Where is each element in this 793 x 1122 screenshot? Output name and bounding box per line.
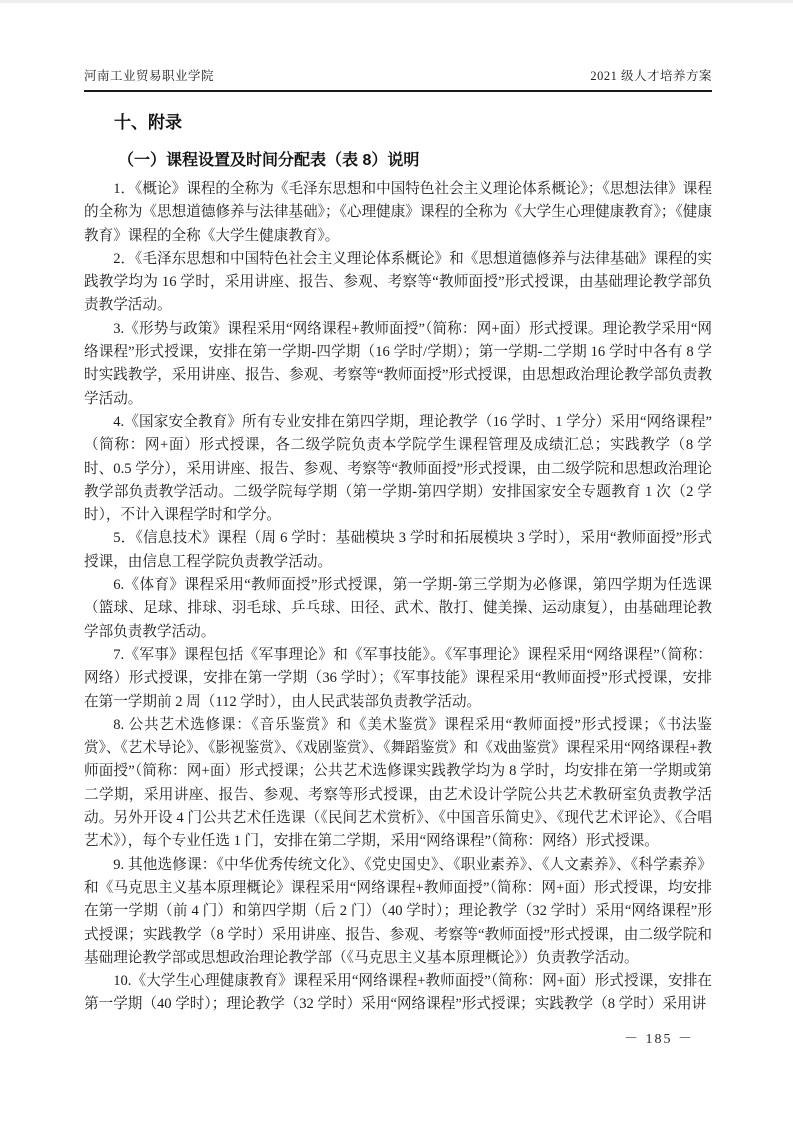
page-number: － 185 －: [624, 1032, 694, 1047]
paragraph-2: 2．《毛泽东思想和中国特色社会主义理论体系概论》和《思想道德修养与法律基础》课程的实践教学均为 16 学时，采用讲座、报告、参观、考察等“教师面授”形式授课，由基础理论教学部负责教学活动。: [84, 250, 712, 314]
paragraph-6: 6.《体育》课程采用“教师面授”形式授课，第一学期-第三学期为必修课，第四学期为任选课（篮球、足球、排球、羽毛球、乒乓球、田径、武术、散打、健美操、运动康复），由基础理论教学部负责教学活动。: [84, 577, 712, 640]
header-document-title: 2021 级人才培养方案: [590, 69, 712, 83]
page-header: [84, 66, 712, 92]
paragraph-3: 3.《形势与政策》课程采用“网络课程+教师面授”（简称：网+面）形式授课。理论教学采用“网络课程”形式授课，安排在第一学期-四学期（16 学时/学期）；第一学期-二学期 16 学时中各有 8 学时实践教学，采用讲座、报告、参观、考察等“教师面授”形式授课，由思想政治理论教学部负责教学活动。: [84, 320, 712, 407]
body-text: [84, 178, 712, 1017]
page-content: [84, 66, 712, 1017]
paragraph-8: 8. 公共艺术选修课：《音乐鉴赏》和《美术鉴赏》课程采用“教师面授”形式授课；《书法鉴赏》、《艺术导论》、《影视鉴赏》、《戏剧鉴赏》、《舞蹈鉴赏》和《戏曲鉴赏》课程采用“网络课程+教师面授”（简称：网+面）形式授课；公共艺术选修课实践教学均为 8 学时，均安排在第一学期或第二学期，采用讲座、报告、参观、考察等形式授课，由艺术设计学院公共艺术教研室负责教学活动。另外开设 4 门公共艺术任选课（《民间艺术赏析》、《中国音乐简史》、《现代艺术评论》、《合唱艺术》），每个专业任选 1 门，安排在第二学期，采用“网络课程”（简称：网络）形式授课。: [84, 716, 712, 850]
paragraph-5: 5．《信息技术》课程（周 6 学时：基础模块 3 学时和拓展模块 3 学时），采用“教师面授”形式授课，由信息工程学院负责教学活动。: [84, 530, 712, 570]
subsection-heading: （一）课程设置及时间分配表（表 8）说明: [118, 152, 420, 169]
header-school-name: 河南工业贸易职业学院: [84, 69, 215, 83]
scan-edge-artifact: [0, 0, 793, 3]
paragraph-10: 10.《大学生心理健康教育》课程采用“网络课程+教师面授”（简称：网+面）形式授课，安排在第一学期（40 学时）；理论教学（32 学时）采用“网络课程”形式授课；实践教学（8 学时）采用讲: [84, 973, 712, 1013]
paragraph-1: 1．《概论》课程的全称为《毛泽东思想和中国特色社会主义理论体系概论》；《思想法律》课程的全称为《思想道德修养与法律基础》；《心理健康》课程的全称为《大学生心理健康教育》；《健康教育》课程的全称《大学生健康教育》。: [84, 181, 712, 244]
paragraph-9: 9. 其他选修课：《中华优秀传统文化》、《党史国史》、《职业素养》、《人文素养》、《科学素养》和《马克思主义基本原理概论》课程采用“网络课程+教师面授”（简称：网+面）形式授课，均安排在第一学期（前 4 门）和第四学期（后 2 门）（40 学时）；理论教学（32 学时）采用“网络课程”形式授课；实践教学（8 学时）采用讲座、报告、参观、考察等“教师面授”形式授课，由二级学院和基础理论教学部或思想政治理论教学部（《马克思主义基本原理概论》）负责教学活动。: [84, 856, 712, 966]
section-heading: 十、附录: [114, 113, 182, 132]
paragraph-4: 4.《国家安全教育》所有专业安排在第四学期，理论教学（16 学时、1 学分）采用“网络课程”（简称：网+面）形式授课，各二级学院负责本学院学生课程管理及成绩汇总；实践教学（8 学时、0.5 学分），采用讲座、报告、参观、考察等“教师面授”形式授课，由二级学院和思想政治理论教学部负责教学活动。二级学院每学期（第一学期-第四学期）安排国家安全专题教育 1 次（2 学时），不计入课程学时和学分。: [84, 413, 712, 524]
paragraph-7: 7.《军事》课程包括《军事理论》和《军事技能》。《军事理论》课程采用“网络课程”（简称：网络）形式授课，安排在第一学期（36 学时）；《军事技能》课程采用“教师面授”形式授课，安排在第一学期前 2 周（112 学时），由人民武装部负责教学活动。: [84, 646, 712, 710]
